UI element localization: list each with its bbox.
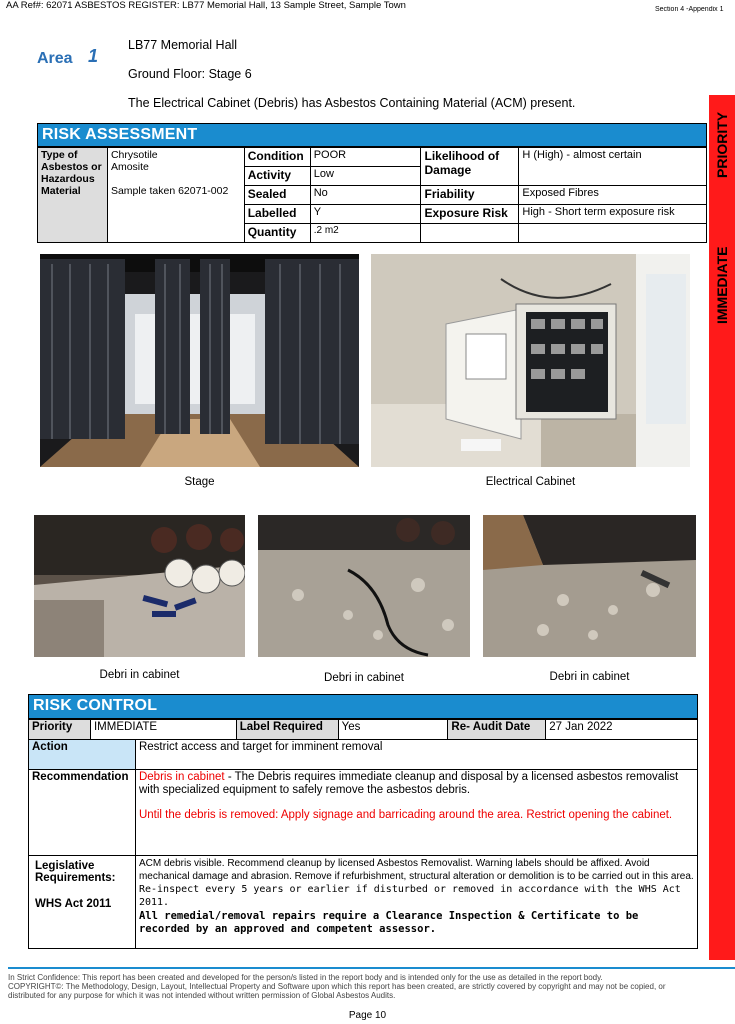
floor-location: Ground Floor: Stage 6 [128,67,252,81]
risk-control-heading: RISK CONTROL [28,694,698,719]
photo-caption-cabinet: Electrical Cabinet [485,476,576,488]
debris-photo-2 [258,515,470,657]
priority-value: IMMEDIATE [90,720,236,740]
material-type-2: Amosite [110,161,149,173]
sealed-value: No [310,186,421,205]
quantity-value: .2 m2 [310,224,421,243]
sample-ref: Sample taken 62071-002 [110,185,229,197]
action-label: Action [29,740,136,770]
empty-cell [519,224,707,243]
building-name: LB77 Memorial Hall [128,38,238,52]
debris-photo-3 [483,515,696,657]
copyright-notice: COPYRIGHT©: The Methodology, Design, Layout, Intellectual Property and Software upon which this report has been created, are strictly covered by copyright and may not be copied, or distributed for any purpose for which it was not intended without written permission of Global Asbestos Audits. [8,982,666,1000]
clearance-requirement: All remedial/removal repairs require a Clearance Inspection & Certificate to be recorded by an approved and competent assessor. [138,910,639,935]
quantity-label: Quantity [244,224,310,243]
rec-lead: Debris in cabinet [138,771,225,783]
sealed-label: Sealed [244,186,310,205]
material-type-label: Type of Asbestos or Hazardous Material [38,148,108,243]
legislative-text-cell [135,856,697,949]
acm-statement: The Electrical Cabinet (Debris) has Asbestos Containing Material (ACM) present. [128,96,576,110]
electrical-cabinet-photo [371,254,690,467]
reaudit-label: Re- Audit Date [448,720,546,740]
recommendation-value [135,770,697,856]
condition-value: POOR [310,148,421,167]
likelihood-label: Likelihood of Damage [421,148,519,186]
photo-caption-stage: Stage [184,476,215,488]
recommendation-label: Recommendation [29,770,136,856]
report-header-title: AA Ref#: 62071 ASBESTOS REGISTER: LB77 Memorial Hall, 13 Sample Street, Sample Town [6,0,406,11]
risk-assessment-table [37,147,707,243]
exposure-label: Exposure Risk [421,205,519,224]
friability-value: Exposed Fibres [519,186,707,205]
area-label: Area [37,50,73,67]
area-number: 1 [88,46,99,66]
stage-photo [40,254,359,467]
labelled-value: Y [310,205,421,224]
material-type-1: Chrysotile [110,149,158,161]
debris-photo-1 [34,515,245,657]
confidence-notice: In Strict Confidence: This report has been created and developed for the person/s listed in the report body and is intended only for the use as detailed in the report body. [8,973,603,982]
activity-label: Activity [244,167,310,186]
rec-text: - The Debris requires immediate cleanup and disposal by a licensed asbestos removalist with specialized equipment to safely remove the asbestos debris. [138,771,679,796]
legislative-text: ACM debris visible. Recommend cleanup by licensed Asbestos Removalist. Warning labels should be affixed. Avoid mechanical damage and abrasion. Remove if refurbishment, structural alteration or demolition is to be carried out in this area. [138,858,694,882]
labelled-label: Labelled [244,205,310,224]
section-label: Section 4 -Appendix 1 [655,6,724,13]
priority-side-label: PRIORITY [714,111,730,179]
photo-caption-debris-3: Debri in cabinet [549,671,630,683]
immediate-side-label: IMMEDIATE [714,246,730,324]
label-required-value: Yes [338,720,448,740]
friability-label: Friability [421,186,519,205]
photo-caption-debris-2: Debri in cabinet [324,672,404,684]
risk-control-table [28,719,698,949]
likelihood-value: H (High) - almost certain [519,148,707,186]
photo-caption-debris-1: Debri in cabinet [99,669,180,681]
priority-label: Priority [29,720,91,740]
footer-divider [8,967,735,969]
rec-interim-action: Until the debris is removed: Apply signage and barricading around the area. Restrict opening the cabinet. [138,809,673,821]
legislative-label: Legislative Requirements: [35,860,116,884]
reaudit-value: 27 Jan 2022 [546,720,698,740]
risk-assessment-heading: RISK ASSESSMENT [37,123,707,147]
whs-act-label: WHS Act 2011 [35,898,112,910]
reinspect-text: Re-inspect every 5 years or earlier if disturbed or removed in accordance with the WHS Act 2011. [138,884,681,908]
empty-cell [421,224,519,243]
material-type-value [107,148,244,243]
exposure-value: High - Short term exposure risk [519,205,707,224]
legislative-label-cell [29,856,136,949]
label-required-label: Label Required [236,720,338,740]
page-number: Page 10 [348,1010,387,1021]
activity-value: Low [310,167,421,186]
priority-side-bar [709,95,735,960]
condition-label: Condition [244,148,310,167]
footer-text [8,973,698,1000]
action-value: Restrict access and target for imminent removal [135,740,697,770]
